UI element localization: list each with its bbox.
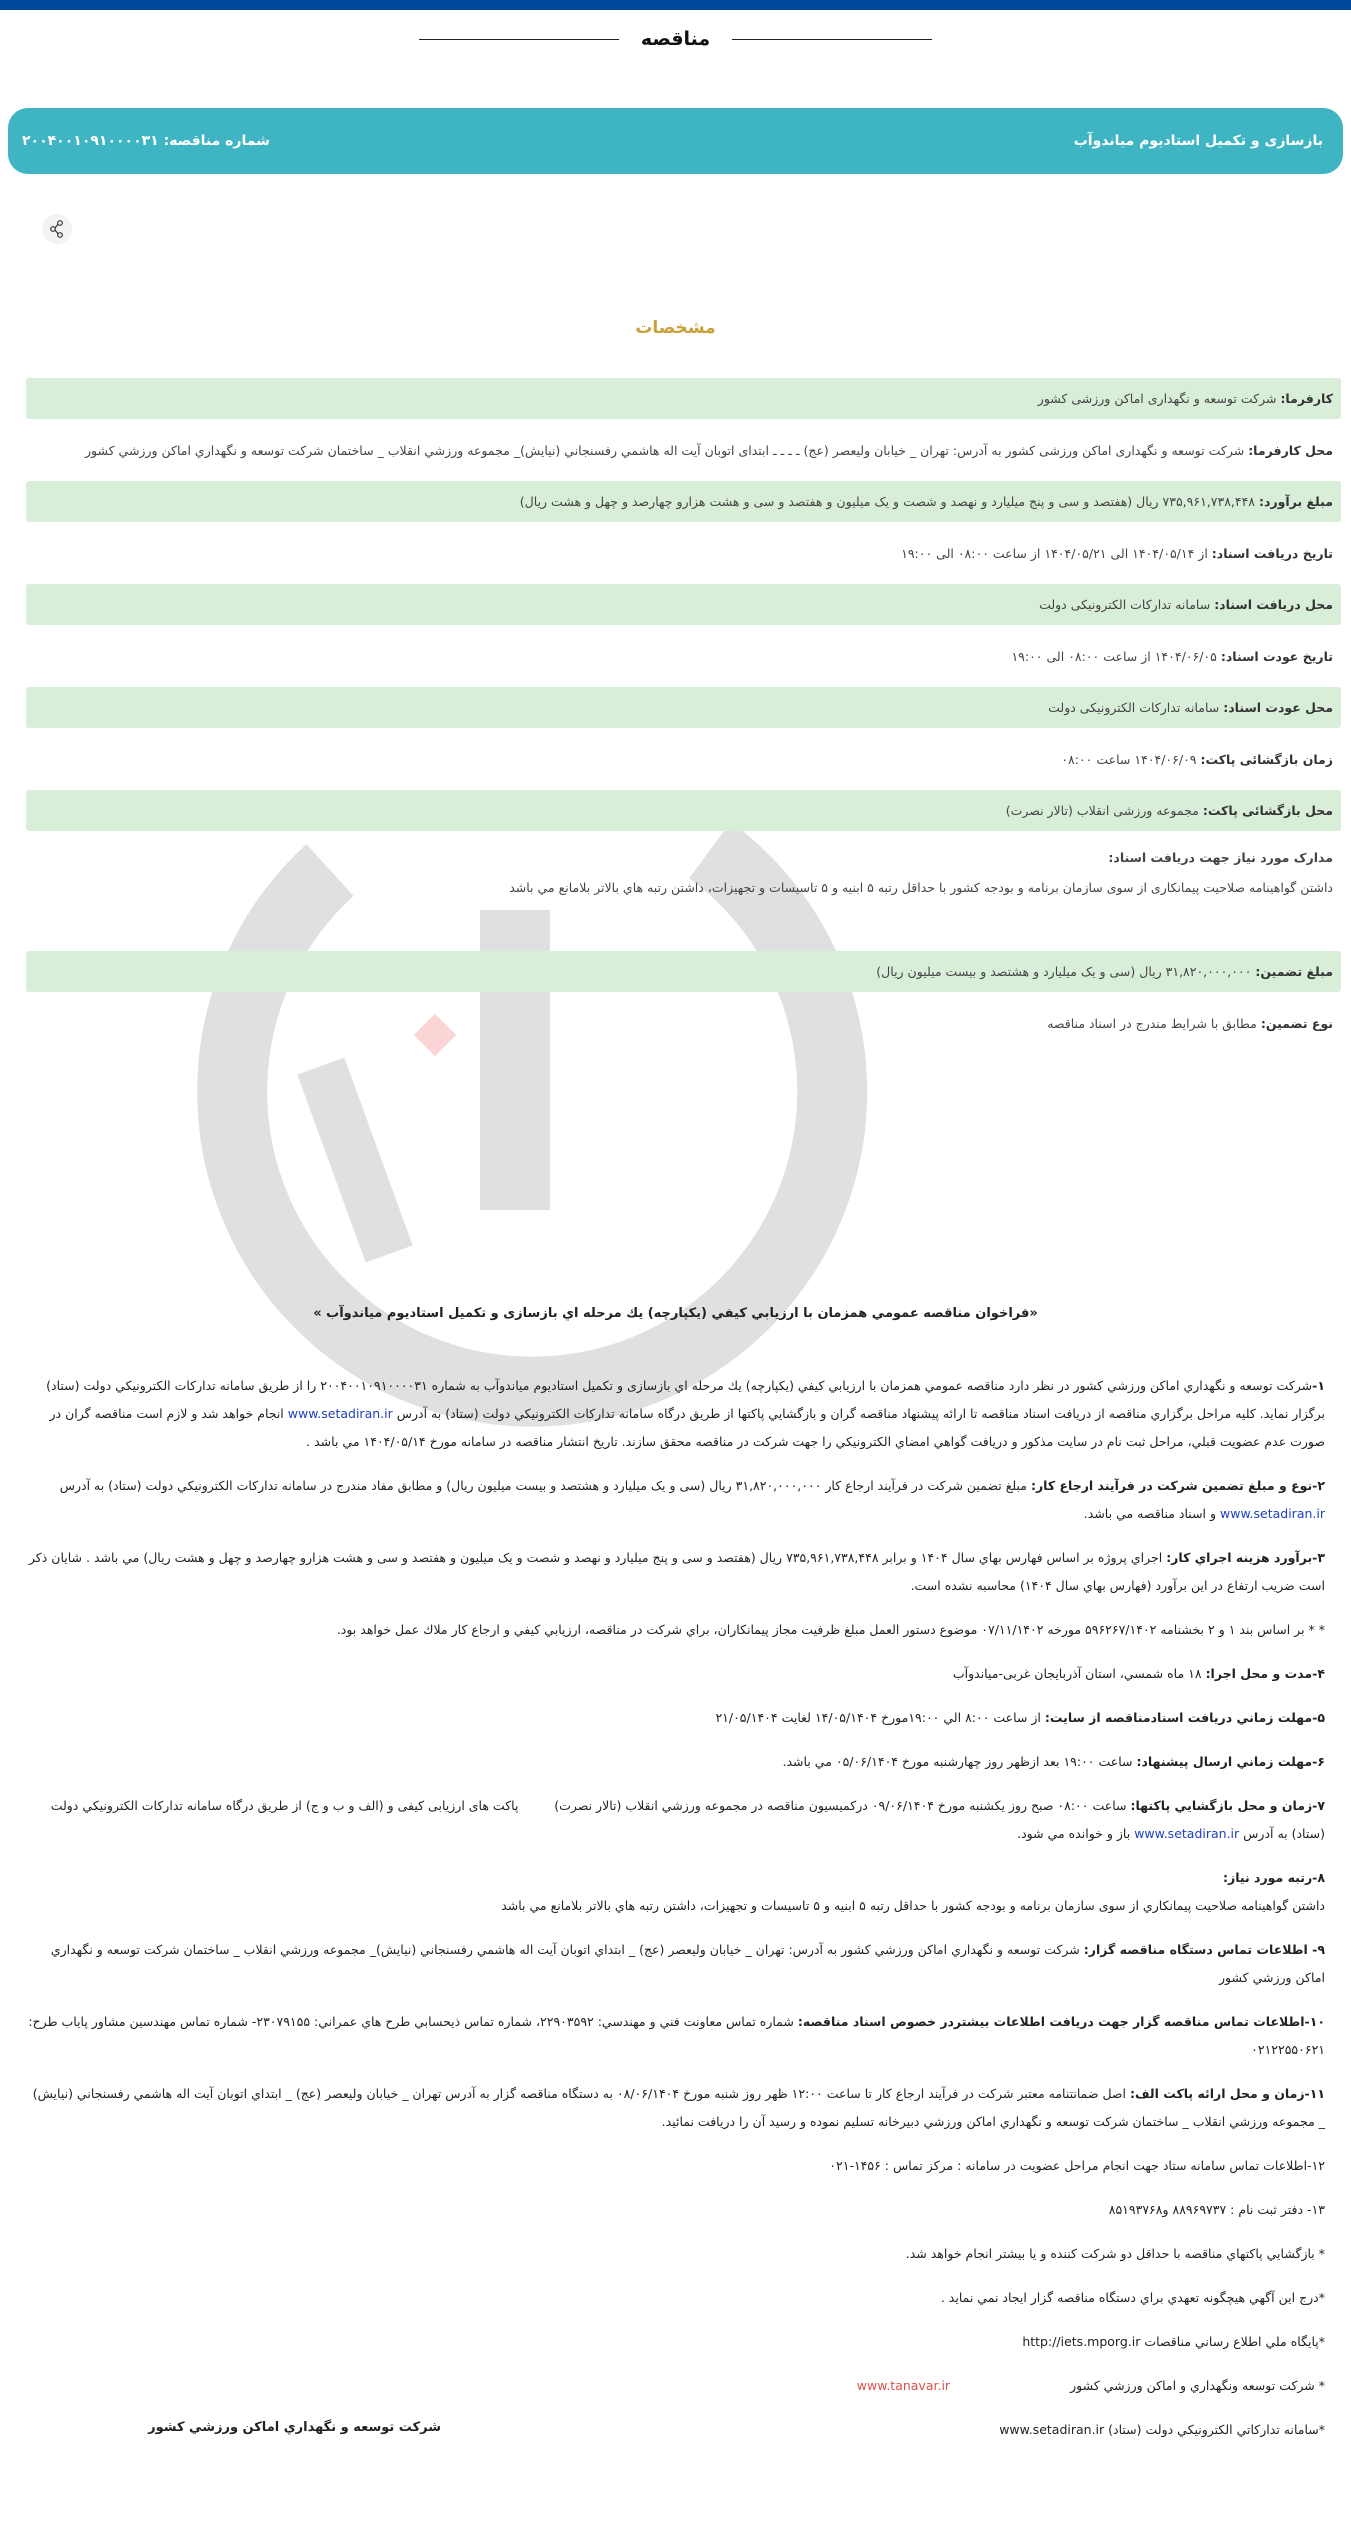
- spec-row-guarantee-type: نوع تضمین: مطابق با شرایط مندرج در اسناد مناقصه: [1047, 1015, 1333, 1031]
- setadiran-link[interactable]: www.setadiran.ir: [1134, 1826, 1240, 1841]
- item-2: ۲-نوع و مبلغ تضمين شركت در فرآيند ارجاع كار: مبلغ تضمين شرکت در فرآيند ارجاع کار ۳۱,۸۲۰,۰۰۰,۰۰۰ ريال (سی و یک میلیارد و هشتصد و بیست میلیون ریال) و مطابق مفاد مندرج در سامانه تدارکات الکترونيکي دولت (ستاد) به آدرس www.setadiran.ir و اسناد مناقصه مي باشد.: [59, 1478, 1325, 1521]
- item-6: ۶-مهلت زماني ارسال پيشنهاد: ساعت ۱۹:۰۰ بعد ازظهر روز چهارشنبه مورخ ۰۵/۰۶/۱۴۰۴ مي باشد.: [782, 1754, 1325, 1769]
- item-3: ۳-برآورد هزينه اجراي كار: اجراي پروژه بر اساس فهارس بهاي سال ۱۴۰۴ و برابر ۷۳۵,۹۶۱,۷۳۸,۴۴۸ ريال (هفتصد و سی و پنج میلیارد و نهصد و شصت و یک میلیون و هفتصد و سی و هشت هزارو چهارصد و چهل و هشت ريال) مي باشد . شايان ذکر است ضريب ارتفاع در اين برآورد (فهارس بهاي سال ۱۴۰۴) محاسبه نشده است.: [28, 1550, 1325, 1593]
- tender-number: [22, 133, 270, 149]
- page-title: [0, 28, 1351, 50]
- divider: [732, 39, 932, 40]
- item-12: ۱۲-اطلاعات تماس سامانه ستاد جهت انجام مراحل عضويت در سامانه : مركز تماس : ۱۴۵۶-۰۲۱: [829, 2158, 1325, 2173]
- spec-row-guarantee: مبلغ تضمین: ۳۱,۸۲۰,۰۰۰,۰۰۰ ریال (سی و یک میلیارد و هشتصد و بیست میلیون ریال): [26, 951, 1341, 992]
- tanavar-link[interactable]: www.tanavar.ir: [856, 2378, 951, 2393]
- spec-row-employer: کارفرما: شرکت توسعه و نگهداری اماکن ورزشی کشور: [26, 378, 1341, 419]
- specs-title: مشخصات: [635, 318, 716, 338]
- item-11: ۱۱-زمان و محل ارائه پاكت الف: اصل ضمانتنامه معتبر شرکت در فرآیند ارجاع کار تا ساعت ۱۲:۰۰ ظهر روز شنبه مورخ ۰۸/۰۶/۱۴۰۴ به دستگاه مناقصه گزار به آدرس تهران _ خیابان ولیعصر (عج) _ ابتداي اتوبان آيت اله هاشمي رفسنجاني (نيايش) _ مجموعه ورزشي انقلاب _ ساختمان شركت توسعه و نگهداري اماكن ورزشي دبيرخانه تسليم نموده و رسيد آن را دريافت نمائيد.: [32, 2086, 1325, 2129]
- tender-number-label: شماره مناقصه:: [163, 133, 270, 149]
- spec-row-doc-receive-place: محل دریافت اسناد: سامانه تدارکات الکترونیکی دولت: [26, 584, 1341, 625]
- setadiran-link[interactable]: www.setadiran.ir: [1220, 1506, 1325, 1521]
- item-1: ۱-شرکت توسعه و نگهداري اماکن ورزشي کشور در نظر دارد مناقصه عمومي همزمان با ارزيابي كيفي (يكپارچه) يك مرحله اي بازسازی و تکمیل استادیوم میاندوآب به شماره ۲۰۰۴۰۰۱۰۹۱۰۰۰۰۳۱ را از طريق سامانه تداركات الكترونيكي دولت (ستاد) برگزار نمايد. كليه مراحل برگزاري مناقصه از دريافت اسناد مناقصه تا ارائه پيشنهاد مناقصه گران و بازگشايي پاكتها از طريق درگاه سامانه تداركات الكترونيكي دولت (ستاد) به آدرس www.setadiran.ir انجام خواهد شد و لازم است مناقصه گران در صورت عدم عضويت قبلي، مراحل ثبت نام در سايت مذكور و دريافت گواهي امضاي الكترونيكي را جهت شركت در مناقصه محقق سازند. تاريخ انتشار مناقصه در سامانه مورخ ۱۴۰۴/۰۵/۱۴ مي باشد .: [46, 1378, 1325, 1449]
- share-icon: [49, 220, 65, 238]
- item-4: ۴-مدت و محل اجرا: ۱۸ ماه شمسي، استان آذربایجان غربی-میاندوآب: [952, 1666, 1325, 1681]
- star-3: *پايگاه ملي اطلاع رساني مناقصات http://iets.mporg.ir: [1022, 2334, 1325, 2349]
- item-7: ۷-زمان و محل بازگشايي پاكتها: ساعت ۰۸:۰۰ صبح روز يکشنبه مورخ ۰۹/۰۶/۱۴۰۴ درکميسيون مناقصه در مجموعه ورزشي انقلاب (تالار نصرت) پاکت های ارزیابی کیفی و (الف و ب و ج) از طريق درگاه سامانه تداركات الكترونيكي دولت (ستاد) به آدرس www.setadiran.ir باز و خوانده مي شود.: [46, 1798, 1325, 1841]
- item-13: ۱۳- دفتر ثبت نام : ۸۸۹۶۹۷۳۷ و۸۵۱۹۳۷۶۸: [1108, 2202, 1325, 2217]
- spec-row-estimate: مبلغ برآورد: ۷۳۵,۹۶۱,۷۳۸,۴۴۸ ریال (هفتصد و سی و پنج میلیارد و نهصد و شصت و یک میلیون و هفتصد و سی و هشت هزارو چهارصد و چهل و هشت ریال): [26, 481, 1341, 522]
- star-2: *درج اين آگهي هيچگونه تعهدي براي دستگاه مناقصه گزار ايجاد نمي نمايد .: [940, 2290, 1325, 2305]
- star-4: * شرکت توسعه ونگهداري و اماکن ورزشي کشور www.tanavar.ir: [26, 2372, 1325, 2400]
- item-8: ۸-رتبه مورد نياز: داشتن گواهينامه صلاحيت پيمانکاري از سوی سازمان برنامه و بودجه کشور با حداقل رتبه ۵ ابنیه و ۵ تاسیسات و تجهیزات، داشتن رتبه هاي بالاتر بلامانع مي باشد: [501, 1870, 1325, 1913]
- top-bar: [0, 0, 1351, 10]
- setadiran-link[interactable]: www.setadiran.ir: [287, 1406, 393, 1421]
- spec-row-employer-address: محل کارفرما: شرکت توسعه و نگهداری اماکن ورزشی کشور به آدرس: تهران _ خیابان ولیعصر (عج) ـ ـ ـ ـ ابتدای اتوبان آیت اله هاشمي رفسنجاني (نيايش)_ مجموعه ورزشي انقلاب _ ساختمان شرکت توسعه و نگهداري اماکن ورزشي کشور: [84, 442, 1333, 458]
- star-5: *سامانه تداركاتي الكترونيكي دولت (ستاد) www.setadiran.ir: [999, 2422, 1325, 2437]
- page-title-text: مناقصه: [640, 28, 711, 50]
- signature: شركت توسعه و نگهداري اماكن ورزشي كشور: [148, 2420, 441, 2435]
- tender-number-value: ۲۰۰۴۰۰۱۰۹۱۰۰۰۰۳۱: [22, 133, 159, 149]
- announcement: [26, 1300, 1325, 2460]
- share-button[interactable]: [42, 214, 72, 244]
- item-9: ۹- اطلاعات تماس دستگاه مناقصه گزار: شركت توسعه و نگهداري اماكن ورزشي كشور به آدرس: تهران _ خیابان ولیعصر (عج) _ ابتداي اتوبان آيت اله هاشمي رفسنجاني (نيايش)_ مجموعه ورزشي انقلاب _ ساختمان شركت توسعه و نگهداري اماكن ورزشي كشور: [50, 1942, 1325, 1985]
- star-1: * بازگشايي پاكتهاي مناقصه با حداقل دو شركت كننده و يا بيشتر انجام خواهد شد.: [905, 2246, 1325, 2261]
- announcement-heading: «فراخوان مناقصه عمومي همزمان با ارزيابي كيفي (يكپارچه) يك مرحله اي بازسازی و تکمیل استادیوم میاندوآب »: [313, 1306, 1038, 1321]
- tender-banner: [8, 108, 1343, 174]
- spec-row-opening-time: زمان بازگشائی پاکت: ۱۴۰۴/۰۶/۰۹ ساعت ۰۸:۰۰: [1061, 751, 1333, 767]
- spec-row-doc-receive-date: تاریخ دریافت اسناد: از ۱۴۰۴/۰۵/۱۴ الی ۱۴۰۴/۰۵/۲۱ از ساعت ۰۸:۰۰ الی ۱۹:۰۰: [901, 545, 1333, 561]
- specs-list: [26, 378, 1341, 1054]
- spec-row-doc-return-date: تاریخ عودت اسناد: ۱۴۰۴/۰۶/۰۵ از ساعت ۰۸:۰۰ الی ۱۹:۰۰: [1011, 648, 1333, 664]
- divider: [419, 39, 619, 40]
- item-10: ۱۰-اطلاعات تماس مناقصه گزار جهت دريافت اطلاعات بيشتردر خصوص اسناد مناقصه: شماره تماس معاونت فني و مهندسي: ۲۲۹۰۳۵۹۲، شماره تماس ذيحسابي طرح هاي عمراني: ۲۳۰۷۹۱۵۵- شماره تماس مهندسين مشاور پاياب طرح: ۰۲۱۲۲۵۵۰۶۲۱: [28, 2014, 1325, 2057]
- required-docs: مدارک مورد نیاز جهت دریافت اسناد: داشتن گواهینامه صلاحیت پیمانکاری از سوی سازمان برنامه و بودجه کشور با حداقل رتبه ۵ ابنیه و ۵ تاسیسات و تجهیزات، داشتن رتبه هاي بالاتر بلامانع مي باشد: [509, 850, 1333, 895]
- spec-row-opening-place: محل بازگشائی پاکت: مجموعه ورزشی انقلاب (تالار نصرت): [26, 790, 1341, 831]
- note: * * بر اساس بند ۱ و ۲ بخشنامه ۵۹۶۲۶۷/۱۴۰۲ مورخه ۰۷/۱۱/۱۴۰۲ موضوع دستور العمل مبلغ ظرفيت مجاز پيمانكاران، براي شركت در مناقصه، ارزيابي كيفي و ارجاع كار ملاك عمل خواهد بود.: [336, 1622, 1325, 1637]
- spec-row-doc-return-place: محل عودت اسناد: سامانه تدارکات الکترونیکی دولت: [26, 687, 1341, 728]
- tender-title: بازسازی و تکمیل استادیوم میاندوآب: [1073, 133, 1323, 149]
- item-5: ۵-مهلت زماني دريافت اسنادمناقصه از سايت: از ساعت ۸:۰۰ الي ۱۹:۰۰مورخ ۱۴/۰۵/۱۴۰۴ لغايت ۲۱/۰۵/۱۴۰۴: [715, 1710, 1325, 1725]
